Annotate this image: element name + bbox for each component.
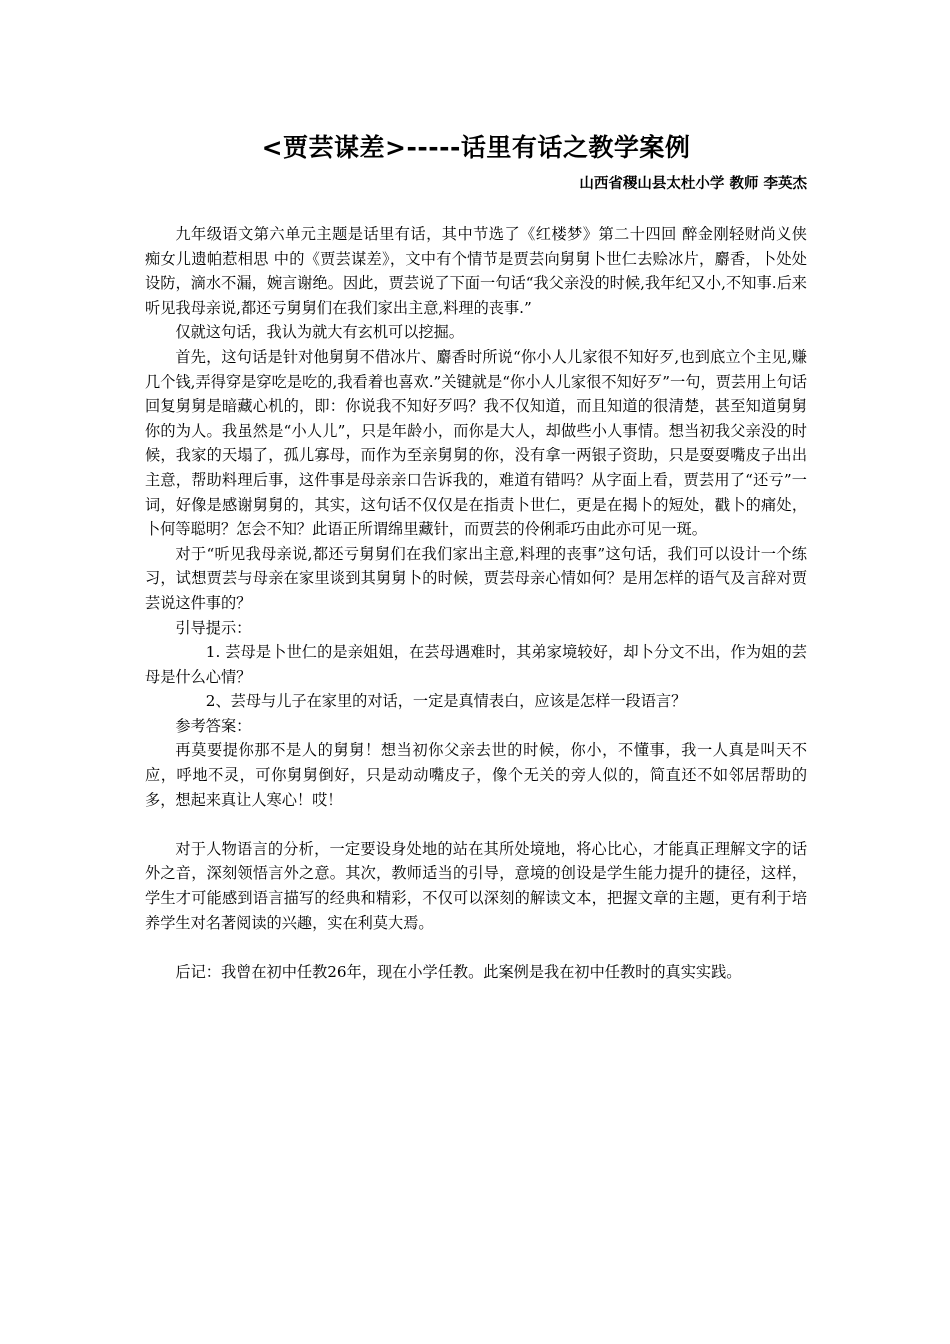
author-byline: 山西省稷山县太杜小学 教师 李英杰 <box>579 176 807 192</box>
paragraph-hint-1: 1. 芸母是卜世仁的是亲姐姐，在芸母遇难时，其弟家境较好，却卜分文不出，作为姐的芸母是什么心情？ <box>145 643 807 686</box>
paragraph-answer: 再莫要提你那不是人的舅舅！想当初你父亲去世的时候，你小，不懂事，我一人真是叫天不应，呼地不灵，可你舅舅倒好，只是动动嘴皮子，像个无关的旁人似的，简直还不如邻居帮助的多，想起来真让人寒心！哎！ <box>145 741 807 809</box>
document-title: <贾芸谋差>-----话里有话之教学案例 <box>261 133 691 162</box>
paragraph-hint-heading: 引导提示： <box>175 618 252 637</box>
paragraph-answer-heading: 参考答案： <box>175 716 252 735</box>
document-body <box>145 222 807 984</box>
paragraph-intro: 九年级语文第六单元主题是话里有话，其中节选了《红楼梦》第二十四回 醉金刚轻财尚义侠 痴女儿遗帕惹相思 中的《贾芸谋差》，文中有个情节是贾芸向舅舅卜世仁去赊冰片，麝香，卜处处设防，滴水不漏，婉言谢绝。因此，贾芸说了下面一句话“我父亲没的时候,我年纪又小,不知事.后来听见我母亲说,都还亏舅舅们在我们家出主意,料理的丧事.” <box>145 225 807 317</box>
paragraph-spacer <box>145 935 807 960</box>
paragraph-hint-2: 2、芸母与儿子在家里的对话，一定是真情表白，应该是怎样一段语言？ <box>205 692 687 711</box>
paragraph-remark: 仅就这句话，我认为就大有玄机可以挖掘。 <box>175 323 464 342</box>
paragraph-spacer <box>145 812 807 837</box>
paragraph-exercise: 对于“听见我母亲说,都还亏舅舅们在我们家出主意,料理的丧事”这句话，我们可以设计一个练习，试想贾芸与母亲在家里谈到其舅舅卜的时候，贾芸母亲心情如何？是用怎样的语气及言辞对贾芸说这件事的？ <box>145 544 807 612</box>
paragraph-conclusion: 对于人物语言的分析，一定要设身处地的站在其所处境地，将心比心，才能真正理解文字的话外之音，深刻领悟言外之意。其次，教师适当的引导，意境的创设是学生能力提升的捷径，这样，学生才可能感到语言描写的经典和精彩，不仅可以深刻的解读文本，把握文章的主题，更有利于培养学生对名著阅读的兴趣，实在利莫大焉。 <box>145 839 807 932</box>
document-page <box>145 128 807 984</box>
paragraph-analysis: 首先，这句话是针对他舅舅不借冰片、麝香时所说“你小人儿家很不知好歹,也到底立个主见,赚几个钱,弄得穿是穿吃是吃的,我看着也喜欢.”关键就是“你小人儿家很不知好歹”一句，贾芸用上句话回复舅舅是暗藏心机的，即：你说我不知好歹吗？我不仅知道，而且知道的很清楚，甚至知道舅舅你的为人。我虽然是“小人儿”，只是年龄小，而你是大人，却做些小人事情。想当初我父亲没的时候，我家的天塌了，孤儿寡母，而作为至亲舅舅的你，没有拿一两银子资助，只是耍耍嘴皮子出出主意，帮助料理后事，这件事是母亲亲口告诉我的，难道有错吗？从字面上看，贾芸用了“还亏”一词，好像是感谢舅舅的，其实，这句话不仅仅是在指责卜世仁，更是在揭卜的短处，戳卜的痛处，卜何等聪明？怎会不知？此语正所谓绵里藏针，而贾芸的伶俐乖巧由此亦可见一斑。 <box>145 347 807 539</box>
paragraph-postscript: 后记：我曾在初中任教26年，现在小学任教。此案例是我在初中任教时的真实实践。 <box>175 962 742 981</box>
